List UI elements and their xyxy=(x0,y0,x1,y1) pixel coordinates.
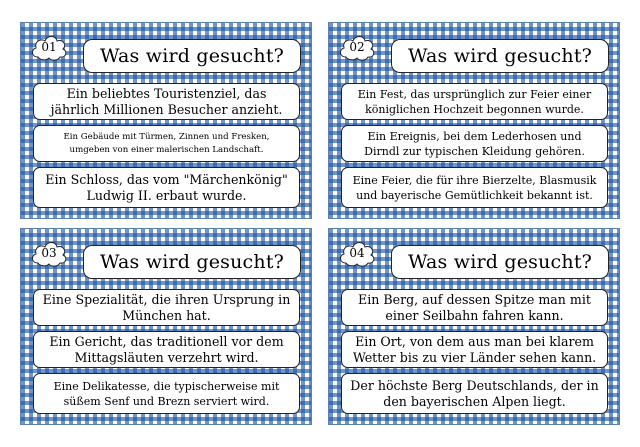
clue-3: Ein Schloss, das vom "Märchenkönig" Ludwig II. erbaut wurde. xyxy=(33,167,300,208)
quiz-card-03 xyxy=(20,228,312,425)
number-badge xyxy=(29,238,69,268)
card-number: 04 xyxy=(349,246,365,260)
clue-2: Ein Ereignis, bei dem Lederhosen und Dirndl zur typischen Kleidung gehören. xyxy=(341,125,608,162)
clue-3: Der höchste Berg Deutschlands, der in den bayerischen Alpen liegt. xyxy=(341,373,608,414)
number-badge xyxy=(29,32,69,62)
clue-1: Eine Spezialität, die ihren Ursprung in München hat. xyxy=(33,289,300,326)
card-title: Was wird gesucht? xyxy=(83,39,301,73)
card-title: Was wird gesucht? xyxy=(391,39,609,73)
clue-3: Eine Feier, die für ihre Bierzelte, Blasmusik und bayerische Gemütlichkeit bekannt ist. xyxy=(341,167,608,208)
clue-2: Ein Gebäude mit Türmen, Zinnen und Fresken, umgeben von einer malerischen Landschaft. xyxy=(33,125,300,162)
card-number: 01 xyxy=(41,40,57,54)
clue-2: Ein Gericht, das traditionell vor dem Mittagsläuten verzehrt wird. xyxy=(33,331,300,368)
card-title: Was wird gesucht? xyxy=(83,245,301,279)
quiz-card-01 xyxy=(20,22,312,219)
clue-1: Ein beliebtes Touristenziel, das jährlich Millionen Besucher anzieht. xyxy=(33,83,300,120)
card-number: 03 xyxy=(41,246,57,260)
card-number: 02 xyxy=(349,40,365,54)
card-title: Was wird gesucht? xyxy=(391,245,609,279)
number-badge xyxy=(337,32,377,62)
clue-1: Ein Fest, das ursprünglich zur Feier einer königlichen Hochzeit begonnen wurde. xyxy=(341,83,608,120)
number-badge xyxy=(337,238,377,268)
quiz-card-04 xyxy=(328,228,620,425)
clue-3: Eine Delikatesse, die typischerweise mit süßem Senf und Brezn serviert wird. xyxy=(33,373,300,414)
quiz-card-02 xyxy=(328,22,620,219)
clue-2: Ein Ort, von dem aus man bei klarem Wetter bis zu vier Länder sehen kann. xyxy=(341,331,608,368)
clue-1: Ein Berg, auf dessen Spitze man mit einer Seilbahn fahren kann. xyxy=(341,289,608,326)
